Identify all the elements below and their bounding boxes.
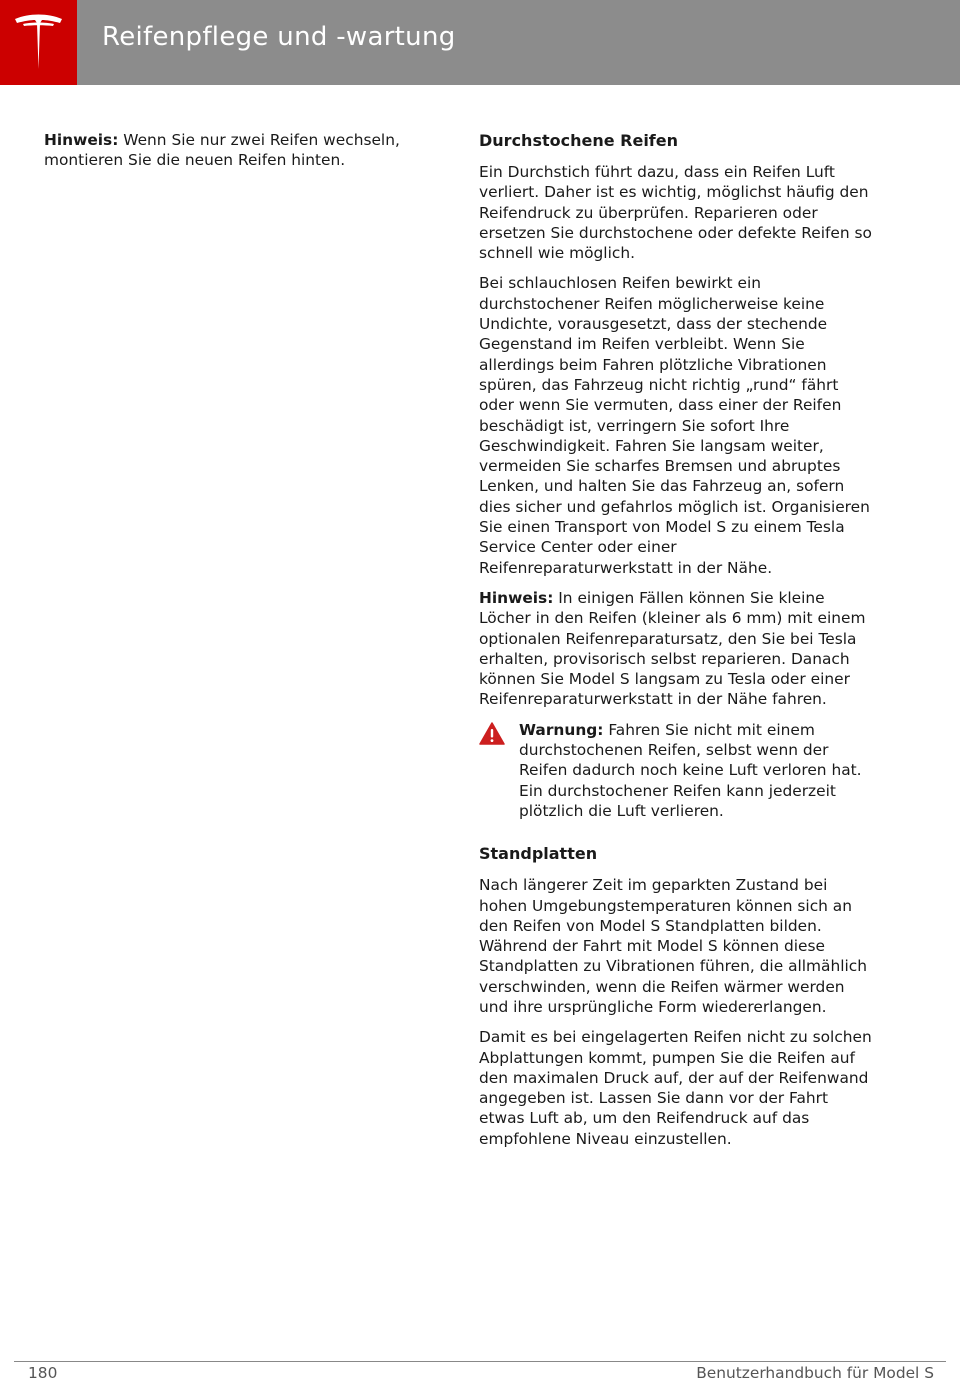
- note-label: Hinweis:: [479, 588, 554, 607]
- note-paragraph: [44, 130, 434, 171]
- note-paragraph: [479, 588, 874, 710]
- paragraph: Bei schlauchlosen Reifen bewirkt ein durchstochener Reifen möglicherweise keine Undichte, vorausgesetzt, dass der stechende Gegenstand im Reifen verbleibt. Wenn Sie allerdings beim Fahren plötzliche Vibrationen spüren, das Fahrzeug nicht richtig „rund“ fährt oder wenn Sie vermuten, dass einer der Reifen beschädigt ist, verringern Sie sofort Ihre Geschwindigkeit. Fahren Sie langsam weiter, vermeiden Sie scharfes Bremsen und abruptes Lenken, und halten Sie das Fahrzeug an, sofern dies sicher und gefahrlos möglich ist. Organisieren Sie einen Transport von Model S zu einem Tesla Service Center oder einer Reifenreparaturwerkstatt in der Nähe.: [479, 274, 870, 577]
- tesla-logo-icon: [13, 14, 64, 71]
- warning-box: [479, 720, 874, 821]
- page-title: Reifenpflege und -wartung: [102, 22, 456, 52]
- paragraph: Damit es bei eingelagerten Reifen nicht zu solchen Abplattungen kommt, pumpen Sie die Reifen auf den maximalen Druck auf, der auf der Reifenwand angegeben ist. Lassen Sie dann vor der Fahrt etwas Luft ab, um den Reifendruck auf das empfohlene Niveau einzustellen.: [479, 1028, 872, 1148]
- note-label: Hinweis:: [44, 131, 119, 149]
- section-heading-flat-spots: Standplatten: [479, 844, 598, 864]
- manual-title: Benutzerhandbuch für Model S: [696, 1364, 934, 1382]
- paragraph: Nach längerer Zeit im geparkten Zustand bei hohen Umgebungstemperaturen können sich an den Reifen von Model S Standplatten bilden. Während der Fahrt mit Model S können diese Standplatten zu Vibrationen führen, die allmählich verschwinden, wenn die Reifen wärmer werden und ihre ursprüngliche Form wiedererlangen.: [479, 876, 867, 1016]
- paragraph: Ein Durchstich führt dazu, dass ein Reifen Luft verliert. Daher ist es wichtig, möglichst häufig den Reifendruck zu überprüfen. Reparieren oder ersetzen Sie durchstochene oder defekte Reifen so schnell wie möglich.: [479, 163, 872, 263]
- note-text: In einigen Fällen können Sie kleine Löcher in den Reifen (kleiner als 6 mm) mit einem optionalen Reifenreparatursatz, den Sie bei Tesla erhalten, provisorisch selbst reparieren. Danach können Sie Model S langsam zu Tesla oder einer Reifenreparaturwerkstatt in der Nähe fahren.: [479, 588, 866, 709]
- page-header: [0, 0, 960, 85]
- warning-text: [519, 720, 874, 821]
- footer-divider: [14, 1361, 946, 1362]
- logo-box: [0, 0, 77, 85]
- left-column: [44, 130, 434, 181]
- section-heading-punctured-tires: Durchstochene Reifen: [479, 131, 678, 150]
- right-column: [479, 130, 874, 1159]
- warning-body: Fahren Sie nicht mit einem durchstochenen Reifen, selbst wenn der Reifen dadurch noch keine Luft verloren hat. Ein durchstochener Reifen kann jederzeit plötzlich die Luft verlieren.: [519, 720, 862, 820]
- note-text: Wenn Sie nur zwei Reifen wechseln, montieren Sie die neuen Reifen hinten.: [44, 131, 400, 170]
- page-number: 180: [28, 1364, 58, 1382]
- warning-label: Warnung:: [519, 720, 604, 739]
- warning-triangle-icon: [479, 722, 505, 745]
